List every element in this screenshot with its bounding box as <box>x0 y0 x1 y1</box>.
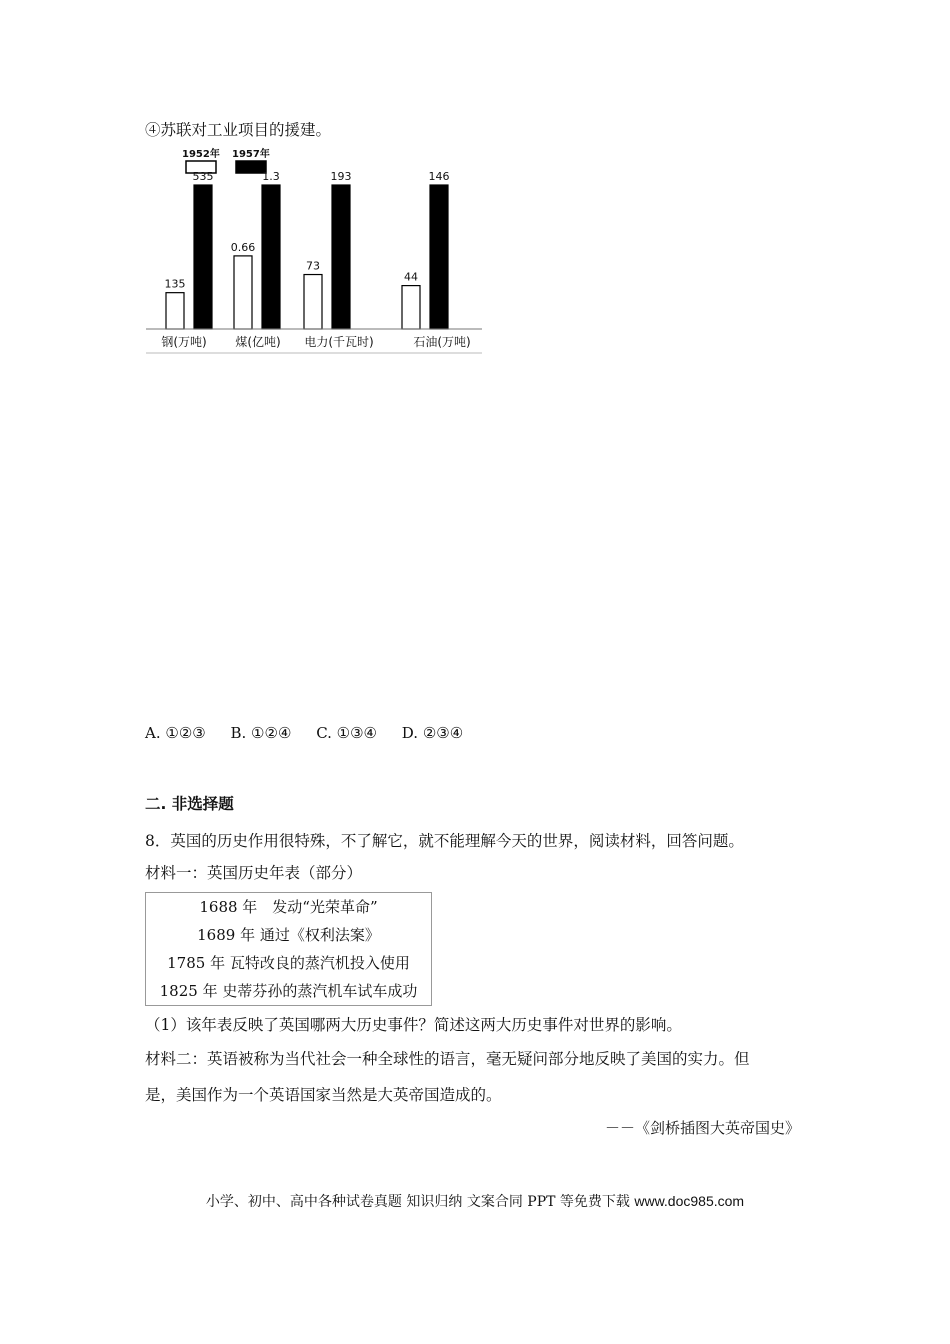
bar <box>166 293 184 329</box>
timeline-table <box>145 892 432 1006</box>
bar <box>262 185 280 329</box>
option-a: A. ①②③ <box>145 724 206 742</box>
timeline-row: 1689 年 通过《权利法案》 <box>197 926 380 944</box>
category-label: 煤(亿吨) <box>235 335 281 349</box>
page-footer <box>0 1191 950 1211</box>
bar <box>304 275 322 329</box>
bar-value-label: 135 <box>164 277 186 291</box>
bar-value-label: 193 <box>330 170 352 183</box>
timeline-row: 1785 年 瓦特改良的蒸汽机投入使用 <box>167 954 410 972</box>
timeline-row: 1688 年 发动“光荣革命” <box>199 898 378 916</box>
bar <box>332 185 350 329</box>
option-c: C. ①③④ <box>316 724 378 742</box>
category-label: 钢(万吨) <box>161 335 207 349</box>
footer-url: www.doc985.com <box>634 1193 745 1209</box>
bar-chart-svg <box>146 147 486 357</box>
material-1-title: 材料一：英国历史年表（部分） <box>145 864 363 882</box>
bar-value-label: 44 <box>404 270 418 284</box>
legend-label: 1957年 <box>232 149 270 160</box>
question-8: 8．英国的历史作用很特殊，不了解它，就不能理解今天的世界，阅读材料，回答问题。 <box>145 832 744 850</box>
legend-label: 1952年 <box>182 149 220 160</box>
bar-chart <box>146 147 486 357</box>
item-4-text: ④苏联对工业项目的援建。 <box>145 121 332 139</box>
bar-value-label: 1.3 <box>262 170 280 183</box>
citation-source: －－《剑桥插图大英帝国史》 <box>604 1119 800 1137</box>
section-title: 二. 非选择题 <box>145 795 234 813</box>
bar-value-label: 535 <box>192 170 214 183</box>
timeline-row: 1825 年 史蒂芬孙的蒸汽机车试车成功 <box>159 982 418 1000</box>
material-2-line-2: 是，美国作为一个英语国家当然是大英帝国造成的。 <box>145 1086 502 1104</box>
footer-text: 小学、初中、高中各种试卷真题 知识归纳 文案合同 PPT 等免费下载 <box>205 1194 630 1210</box>
answer-options <box>145 724 483 742</box>
material-2-line-1: 材料二：英语被称为当代社会一种全球性的语言，毫无疑问部分地反映了美国的实力。但 <box>145 1050 750 1068</box>
bar-value-label: 73 <box>306 259 320 273</box>
bar <box>430 185 448 329</box>
bar-value-label: 0.66 <box>230 240 256 254</box>
option-d: D. ②③④ <box>401 724 464 742</box>
bar <box>194 185 212 329</box>
bar <box>234 256 252 329</box>
option-b: B. ①②④ <box>230 724 292 742</box>
bar-value-label: 146 <box>428 170 450 183</box>
bar <box>402 286 420 329</box>
category-label: 石油(万吨) <box>413 335 471 349</box>
category-label: 电力(千瓦时) <box>304 335 374 349</box>
question-8-1: （1）该年表反映了英国哪两大历史事件？简述这两大历史事件对世界的影响。 <box>145 1016 682 1034</box>
